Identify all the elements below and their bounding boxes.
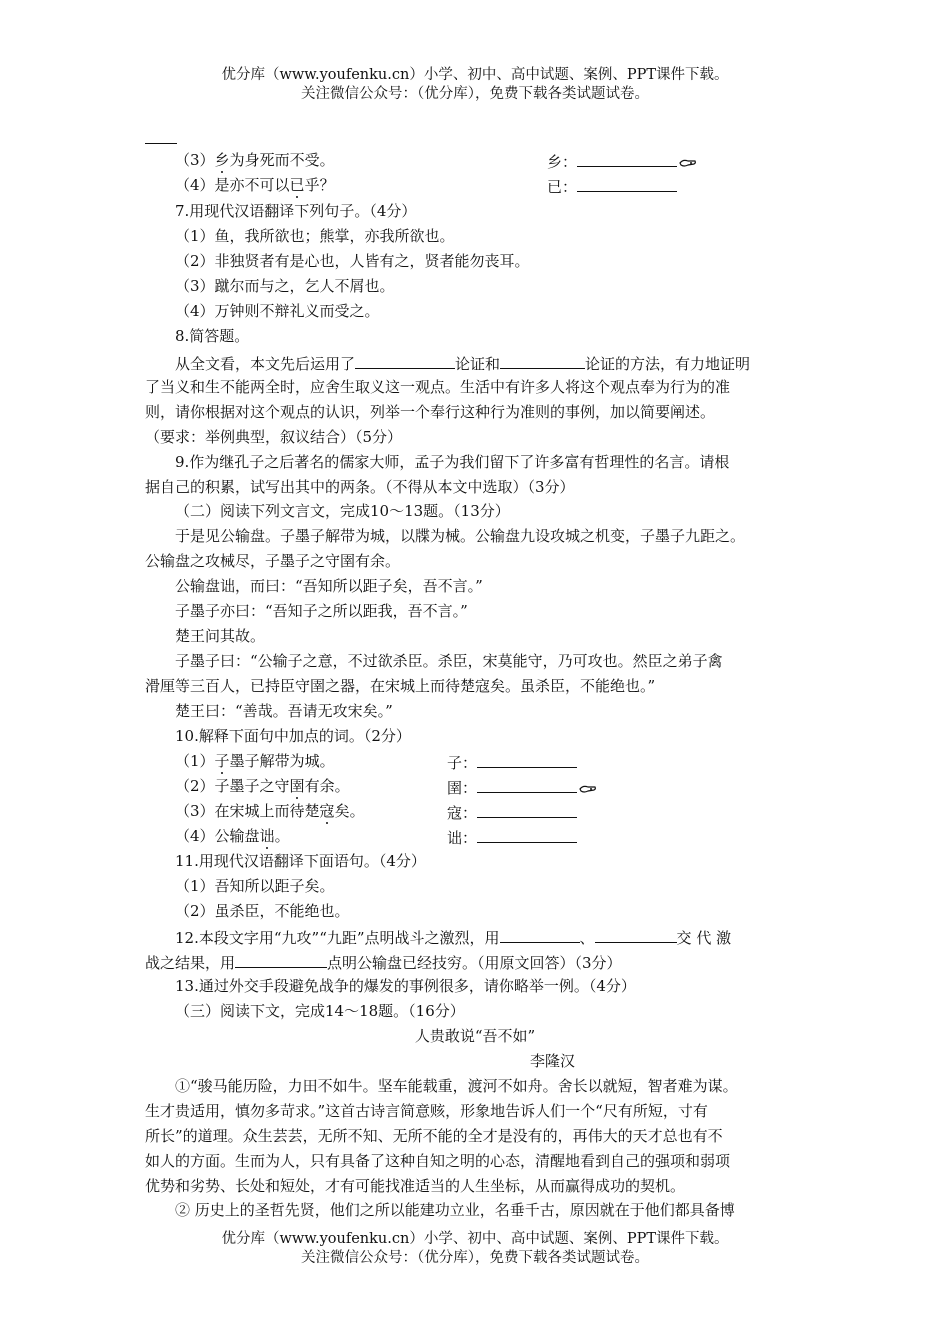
q12-line-2: 战之结果，用 点明公输盘已经技穷。（用原文回答）（3分） [145, 951, 810, 973]
q11-title: 11.用现代汉语翻译下面语句。（4分） [175, 852, 426, 870]
passage-line: 楚王问其故。 [175, 627, 266, 645]
q7-item: （1）鱼，我所欲也；熊掌，亦我所欲也。 [175, 227, 455, 245]
dotted-char: 已 [289, 176, 305, 194]
q10-item-3: （3）在宋城上而待楚寇矣。 [175, 802, 365, 820]
dotted-char: 圉 [289, 777, 305, 795]
q6-item-3: （3）乡为身死而不受。 [175, 151, 335, 169]
article-line: ①“骏马能历险，力田不如牛。坚车能载重，渡河不如舟。舍长以就短，智者难为谋。 [175, 1077, 738, 1095]
header-line-1: 优分库（www.youfenku.cn）小学、初中、高中试题、案例、PPT课件下载。 [221, 67, 729, 83]
answer-blank[interactable] [500, 926, 580, 943]
q10-item-2: （2）子墨子之守圉有余。 [175, 777, 350, 795]
q11-item: （2）虽杀臣，不能绝也。 [175, 902, 350, 920]
q10-item-1: （1）子墨子解带为城。 [175, 752, 335, 770]
dotted-char: 乡 [214, 151, 230, 169]
q8-line-4: （要求：举例典型，叙议结合）（5分） [145, 428, 403, 446]
q7-item: （2）非独贤者有是心也，人皆有之，贤者能勿丧耳。 [175, 252, 530, 270]
q11-item: （1）吾知所以距子矣。 [175, 877, 335, 895]
answer-blank[interactable] [577, 150, 677, 167]
answer-blank[interactable] [235, 951, 327, 968]
hand-pointer-icon [679, 157, 697, 169]
header-line-2: 关注微信公众号：（优分库），免费下载各类试题试卷。 [301, 86, 649, 102]
q10-item-4: （4）公输盘诎。 [175, 827, 290, 845]
passage-line: 滑厘等三百人，已持臣守圉之器，在宋城上而待楚寇矣。虽杀臣，不能绝也。” [145, 677, 656, 695]
hand-pointer-icon [579, 783, 597, 795]
q10-answer-3: 寇： [447, 801, 577, 823]
dotted-char: 子 [214, 752, 230, 770]
passage-line: 子墨子亦曰：“吾知子之所以距我，吾不言。” [175, 602, 468, 620]
q9-line-2: 据自己的积累，试写出其中的两条。（不得从本文中选取）（3分） [145, 478, 575, 496]
top-rule [145, 143, 177, 144]
passage-line: 于是见公输盘。子墨子解带为城，以牒为械。公输盘九设攻城之机变，子墨子九距之。 [175, 527, 746, 545]
q10-answer-4: 诎： [447, 826, 577, 848]
section3-title: （三）阅读下文，完成14～18题。（16分） [175, 1002, 465, 1020]
dotted-char: 诎 [259, 827, 275, 845]
q13-title: 13.通过外交手段避免战争的爆发的事例很多，请你略举一例。（4分） [175, 977, 636, 995]
q10-title: 10.解释下面句中加点的词。（2分） [175, 727, 411, 745]
passage-line: 公输盘诎，而曰：“吾知所以距子矣，吾不言。” [175, 577, 483, 595]
q8-line-3: 则，请你根据对这个观点的认识，列举一个奉行这种行为准则的事例，加以简要阐述。 [145, 403, 716, 421]
article-author: 李隆汉 [530, 1052, 576, 1070]
q10-answer-1: 子： [447, 751, 577, 773]
article-title: 人贵敢说“吾不如” [414, 1027, 536, 1045]
article-line: 优势和劣势、长处和短处，才有可能找准适当的人生坐标，从而赢得成功的契机。 [145, 1177, 686, 1195]
q6-answer-3: 乡： [547, 150, 697, 172]
q7-item: （4）万钟则不辩礼义而受之。 [175, 302, 380, 320]
page-header [0, 66, 950, 104]
footer-line-1: 优分库（www.youfenku.cn）小学、初中、高中试题、案例、PPT课件下载。 [221, 1231, 729, 1247]
section2-title: （二）阅读下列文言文，完成10～13题。（13分） [175, 502, 510, 520]
answer-blank[interactable] [500, 352, 585, 369]
dotted-char: 寇 [319, 802, 335, 820]
q7-item: （3）蹴尔而与之，乞人不屑也。 [175, 277, 395, 295]
answer-blank[interactable] [595, 926, 677, 943]
answer-blank[interactable] [355, 352, 455, 369]
q6-item-4: （4）是亦不可以已乎？ [175, 176, 335, 194]
passage-line: 公输盘之攻械尽，子墨子之守圉有余。 [145, 552, 401, 570]
q9-line-1: 9.作为继孔子之后著名的儒家大师，孟子为我们留下了许多富有哲理性的名言。请根 [175, 453, 730, 471]
q7-title: 7.用现代汉语翻译下列句子。（4分） [175, 202, 417, 220]
article-line: ② 历史上的圣哲先贤，他们之所以能建功立业，名垂千古，原因就在于他们都具备博 [175, 1201, 735, 1219]
footer-line-2: 关注微信公众号：（优分库），免费下载各类试题试卷。 [301, 1250, 649, 1266]
q12-line-1: 12.本段文字用“九攻”“九距”点明战斗之激烈，用 、 交 代 激 [175, 926, 840, 948]
answer-blank[interactable] [477, 751, 577, 768]
q6-answer-4: 已： [547, 175, 677, 197]
answer-blank[interactable] [477, 776, 577, 793]
page-footer [0, 1230, 950, 1268]
answer-blank[interactable] [477, 801, 577, 818]
q8-line-1: 从全文看，本文先后运用了 论证和 论证的方法，有力地证明 [175, 352, 840, 374]
passage-line: 楚王曰：“善哉。吾请无攻宋矣。” [175, 702, 393, 720]
passage-line: 子墨子曰：“公输子之意，不过欲杀臣。杀臣，宋莫能守，乃可攻也。然臣之弟子禽 [175, 652, 723, 670]
article-line: 生才贵适用，慎勿多苛求。”这首古诗言简意赅，形象地告诉人们一个“尺有所短，寸有 [145, 1102, 708, 1120]
answer-blank[interactable] [577, 175, 677, 192]
q10-answer-2: 圉： [447, 776, 597, 798]
article-line: 所长”的道理。众生芸芸，无所不知、无所不能的全才是没有的，再伟大的天才总也有不 [145, 1127, 723, 1145]
q8-title: 8.简答题。 [175, 327, 250, 345]
article-line: 如人的方面。生而为人，只有具备了这种自知之明的心态，清醒地看到自己的强项和弱项 [145, 1152, 731, 1170]
answer-blank[interactable] [477, 826, 577, 843]
q8-line-2: 了当义和生不能两全时，应舍生取义这一观点。生活中有许多人将这个观点奉为行为的准 [145, 378, 731, 396]
